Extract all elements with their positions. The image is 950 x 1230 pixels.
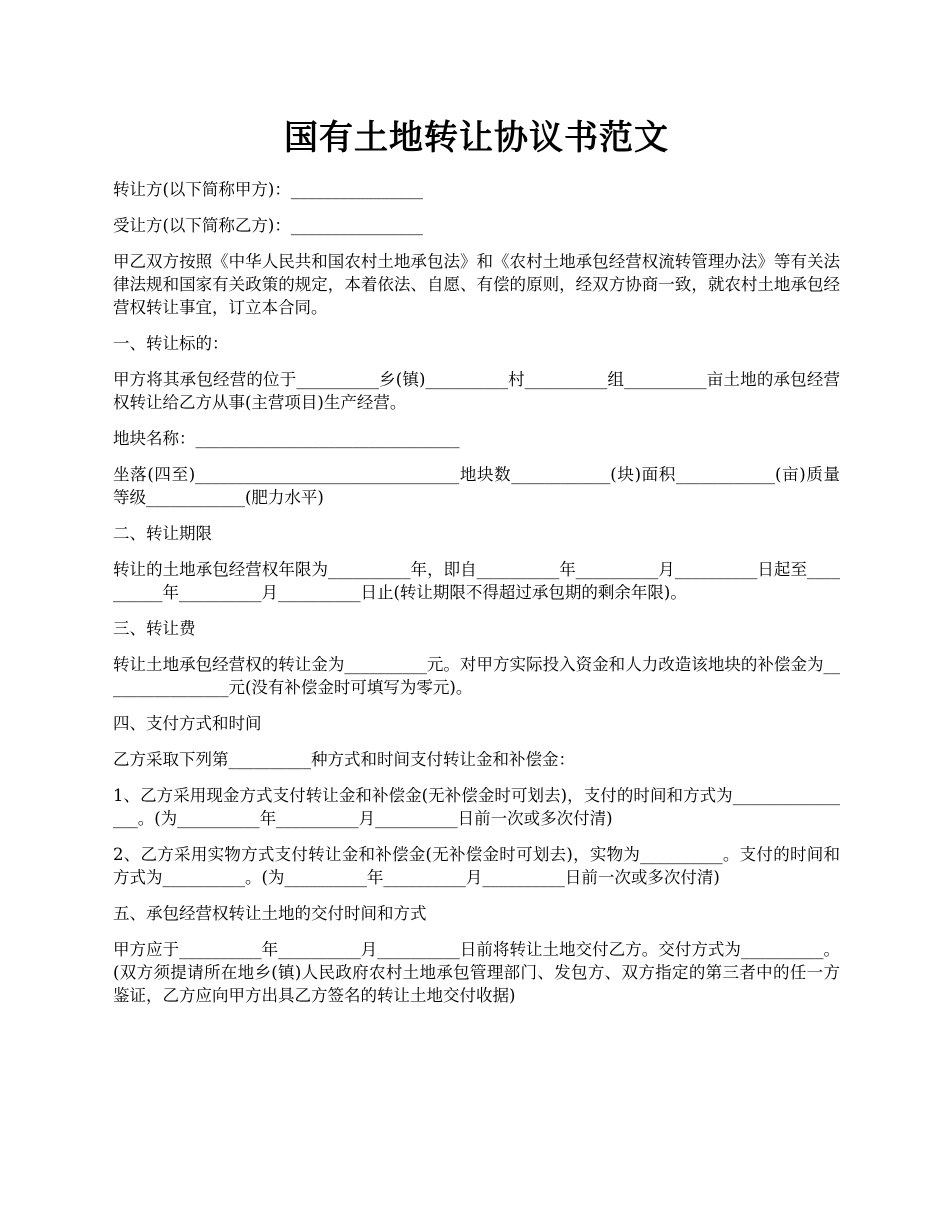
preamble-paragraph: 甲乙双方按照《中华人民共和国农村土地承包法》和《农村土地承包经营权流转管理办法》等有关法律法规和国家有关政策的规定，本着依法、自愿、有偿的原则，经双方协商一致，就农村土地承包经营权转让事宜，订立本合同。 bbox=[113, 252, 840, 317]
payment-in-kind-paragraph: 2、乙方采用实物方式支付转让金和补偿金(无补偿金时可划去)，实物为__________。支付的时间和方式为__________。(为__________年__________月__________日前一次或多次付清) bbox=[113, 845, 840, 887]
delivery-paragraph: 甲方应于__________年__________月__________日前将转让土地交付乙方。交付方式为__________。(双方须提请所在地乡(镇)人民政府农村土地承包管理部门、发包方、双方指定的第三者中的任一方鉴证，乙方应向甲方出具乙方签名的转让土地交付收据) bbox=[113, 940, 840, 1005]
section-heading-transfer-term: 二、转让期限 bbox=[113, 524, 212, 543]
plot-name-line: 地块名称：________________________________ bbox=[113, 429, 460, 448]
party-a-line: 转让方(以下简称甲方)：________________ bbox=[113, 180, 423, 199]
document-page bbox=[113, 112, 840, 1020]
transfer-subject-paragraph: 甲方将其承包经营的位于__________乡(镇)__________村__________组__________亩土地的承包经营权转让给乙方从事(主营项目)生产经营。 bbox=[113, 370, 840, 412]
party-b-line: 受让方(以下简称乙方)：________________ bbox=[113, 216, 423, 235]
transfer-fee-paragraph: 转让土地承包经营权的转让金为__________元。对甲方实际投入资金和人力改造该地块的补偿金为________________元(没有补偿金时可填写为零元)。 bbox=[113, 655, 840, 697]
payment-cash-paragraph: 1、乙方采用现金方式支付转让金和补偿金(无补偿金时可划去)，支付的时间和方式为________________。(为__________年__________月__________日前一次或多次付清) bbox=[113, 786, 840, 828]
document-title: 国有土地转让协议书范文 bbox=[284, 118, 669, 158]
section-heading-delivery: 五、承包经营权转让土地的交付时间和方式 bbox=[113, 904, 427, 923]
plot-location-paragraph: 坐落(四至)________________________________地块数____________(块)面积____________(亩)质量等级____________(肥力水平) bbox=[113, 465, 840, 507]
section-heading-transfer-subject: 一、转让标的： bbox=[113, 334, 229, 353]
payment-intro-paragraph: 乙方采取下列第__________种方式和时间支付转让金和补偿金： bbox=[113, 750, 575, 769]
transfer-term-paragraph: 转让的土地承包经营权年限为__________年，即自__________年__________月__________日起至__________年__________月__________日止(转让期限不得超过承包期的剩余年限)。 bbox=[113, 560, 840, 602]
section-heading-payment: 四、支付方式和时间 bbox=[113, 714, 262, 733]
section-heading-transfer-fee: 三、转让费 bbox=[113, 619, 196, 638]
